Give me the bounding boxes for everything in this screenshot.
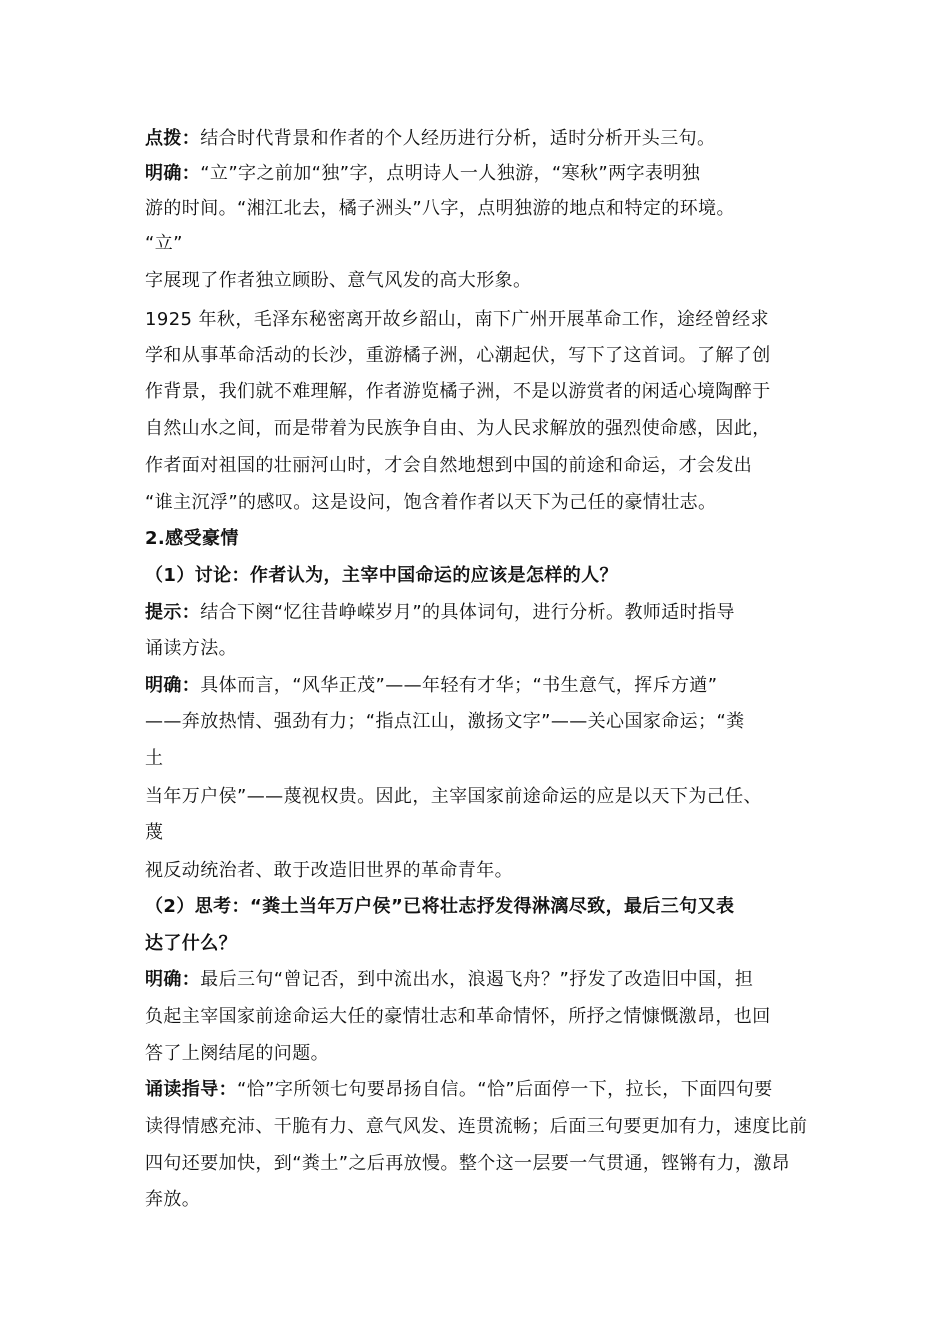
line-label: 明确：	[145, 675, 201, 696]
text-line	[145, 414, 771, 444]
heading-text: （1）讨论：作者认为，主宰中国命运的应该是怎样的人？	[145, 565, 618, 586]
line-text: “恰”字所领七句要昂扬自信。“恰”后面停一下，拉长，下面四句要	[237, 1079, 773, 1100]
text-line	[145, 707, 745, 737]
text-line	[145, 341, 771, 371]
line-text: ——奔放热情、强劲有力；“指点江山，激扬文字”——关心国家命运；“粪	[145, 711, 745, 732]
text-line	[145, 965, 753, 995]
line-label: 明确：	[145, 163, 201, 184]
text-line	[145, 305, 769, 335]
text-line	[145, 488, 716, 518]
line-text: 奔放。	[145, 1189, 201, 1210]
question-heading	[145, 892, 734, 922]
text-line	[145, 818, 163, 848]
section-heading	[145, 524, 239, 554]
line-label: 提示：	[145, 602, 201, 623]
line-text: 蔑	[145, 822, 164, 843]
line-text: 结合下阕“忆往昔峥嵘岁月”的具体词句，进行分析。教师适时指导	[200, 602, 735, 623]
line-text: 诵读方法。	[145, 638, 237, 659]
text-line	[145, 377, 771, 407]
text-line	[145, 744, 163, 774]
question-heading	[145, 561, 618, 591]
text-line	[145, 229, 183, 259]
heading-text: （2）思考：“粪土当年万户侯”已将壮志抒发得淋漓尽致，最后三句又表	[145, 896, 735, 917]
line-label: 诵读指导：	[145, 1079, 237, 1100]
text-line	[145, 598, 735, 628]
line-text: 读得情感充沛、干脆有力、意气风发、连贯流畅；后面三句要更加有力，速度比前	[145, 1116, 808, 1137]
line-text: 1925 年秋，毛泽东秘密离开故乡韶山，南下广州开展革命工作，途经曾经求	[145, 309, 769, 330]
line-text: 负起主宰国家前途命运大任的豪情壮志和革命情怀，所抒之情慷慨激昂，也回	[145, 1006, 771, 1027]
line-text: “立”	[145, 233, 183, 254]
line-text: 结合时代背景和作者的个人经历进行分析，适时分析开头三句。	[200, 128, 716, 149]
line-text: 自然山水之间，而是带着为民族争自由、为人民求解放的强烈使命感，因此，	[145, 418, 771, 439]
text-line	[145, 1075, 773, 1105]
line-text: “立”字之前加“独”字，点明诗人一人独游，“寒秋”两字表明独	[200, 163, 701, 184]
text-line	[145, 194, 735, 224]
text-line	[145, 1039, 329, 1069]
question-heading	[145, 929, 237, 959]
line-text: 答了上阕结尾的问题。	[145, 1043, 329, 1064]
text-line	[145, 1002, 771, 1032]
line-text: 土	[145, 748, 164, 769]
line-text: 最后三句“曾记否，到中流出水，浪遏飞舟？”抒发了改造旧中国，担	[200, 969, 754, 990]
text-line	[145, 634, 237, 664]
text-line	[145, 1149, 790, 1179]
text-line	[145, 159, 700, 189]
line-text: 字展现了作者独立顾盼、意气风发的高大形象。	[145, 270, 532, 291]
line-label: 点拨：	[145, 128, 201, 149]
line-text: 当年万户侯”——蔑视权贵。因此，主宰国家前途命运的应是以天下为己任、	[145, 786, 762, 807]
line-text: 视反动统治者、敢于改造旧世界的革命青年。	[145, 860, 513, 881]
heading-text: 2.感受豪情	[145, 528, 239, 549]
text-line	[145, 1112, 807, 1142]
line-text: 四句还要加快，到“粪土”之后再放慢。整个这一层要一气贯通，铿锵有力，激昂	[145, 1153, 791, 1174]
line-text: 游的时间。“湘江北去，橘子洲头”八字，点明独游的地点和特定的环境。	[145, 198, 735, 219]
line-text: 具体而言，“风华正茂”——年轻有才华；“书生意气，挥斥方遒”	[200, 675, 718, 696]
text-line	[145, 1185, 200, 1215]
text-line	[145, 266, 531, 296]
heading-text: 达了什么？	[145, 933, 237, 954]
line-text: “谁主沉浮”的感叹。这是设问，饱含着作者以天下为己任的豪情壮志。	[145, 492, 717, 513]
line-text: 作背景，我们就不难理解，作者游览橘子洲，不是以游赏者的闲适心境陶醉于	[145, 381, 771, 402]
line-text: 作者面对祖国的壮丽河山时，才会自然地想到中国的前途和命运，才会发出	[145, 455, 753, 476]
text-line	[145, 671, 718, 701]
line-text: 学和从事革命活动的长沙，重游橘子洲，心潮起伏，写下了这首词。了解了创	[145, 345, 771, 366]
text-line	[145, 782, 762, 812]
text-line	[145, 124, 715, 154]
text-line	[145, 451, 752, 481]
line-label: 明确：	[145, 969, 201, 990]
text-line	[145, 856, 513, 886]
